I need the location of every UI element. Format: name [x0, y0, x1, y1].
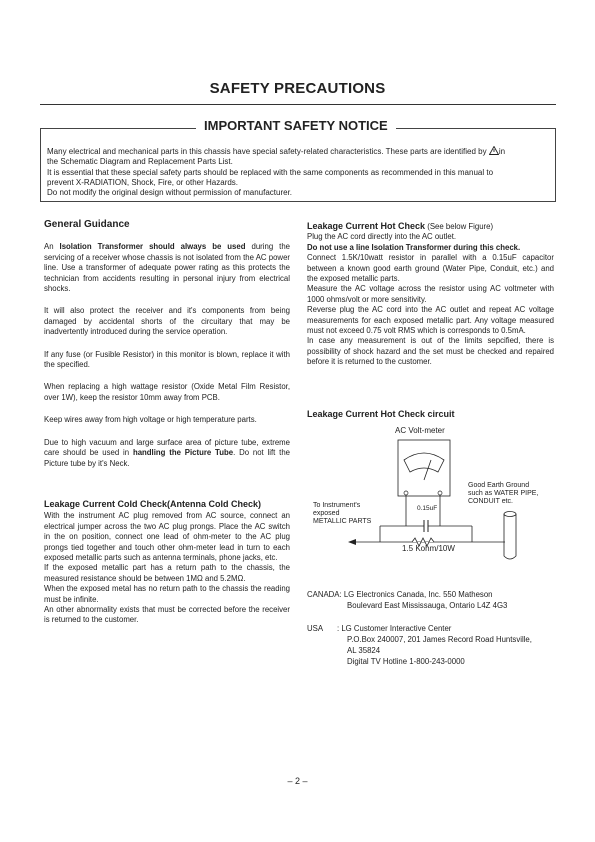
usa-line-3: AL 35824: [347, 646, 381, 655]
ground-pipe: [504, 514, 516, 559]
notice-line-2: the Schematic Diagram and Replacement Parts List.: [47, 157, 233, 167]
hot-check-heading-note: (See below Figure): [427, 222, 494, 231]
voltmeter-label: AC Volt-meter: [395, 426, 445, 435]
ground-label-line-3: CONDUIT etc.: [468, 498, 513, 506]
voltmeter-needle: [424, 460, 431, 480]
general-p1-bold: Isolation Transformer should always be used: [59, 242, 246, 252]
hot-check-paragraph-3: Connect 1.5K/10watt resistor in parallel with a 0.15uF capacitor between a known good earth ground (Water Pipe, Conduit, etc.) and the exposed metallic parts.: [307, 253, 554, 284]
title-divider: [40, 104, 556, 105]
notice-line-1: [47, 146, 552, 157]
left-column: [44, 220, 290, 626]
warning-triangle-icon: [489, 146, 499, 155]
general-p6-start: Due to high vacuum and large surface area of picture tube, extreme care should be used in: [44, 437, 290, 458]
voltmeter-terminal-left: [404, 491, 408, 495]
hot-check-paragraph-5: Reverse plug the AC cord into the AC outlet and repeat AC voltage measurements for each exposed metallic part. Any voltage measured must not exceed 0.75 volt RMS which is corresponds to 0.5mA.: [307, 305, 554, 336]
notice-line-1-suffix: in: [498, 147, 506, 156]
ground-label-line-1: Good Earth Ground: [468, 482, 530, 489]
general-paragraph-6: [44, 438, 290, 469]
voltmeter-terminal-right: [438, 491, 442, 495]
safety-notice-title: IMPORTANT SAFETY NOTICE: [196, 118, 396, 133]
general-p1-start: An: [44, 242, 60, 252]
page-number: – 2 –: [287, 776, 308, 786]
canada-line-2: Boulevard East Mississauga, Ontario L4Z 4G3: [347, 601, 508, 610]
circuit-heading: Leakage Current Hot Check circuit: [307, 409, 455, 419]
cold-check-paragraph-1: With the instrument AC plug removed from AC source, connect an electrical jumper across the two AC plug prongs. Place the AC switch in the on position, connect one lead of ohm-meter to the AC plug prongs tied together and touch other ohm-meter lead in turn to each exposed metallic parts such as antenna terminals, phone jacks, etc.: [44, 511, 290, 562]
notice-line-5: Do not modify the original design without permission of manufacturer.: [47, 188, 293, 198]
right-column: [307, 221, 554, 368]
cold-check-paragraph-2: If the exposed metallic part has a return path to the chassis, the measured resistance should be between 1MΩ and 5.2MΩ.: [44, 563, 290, 583]
general-guidance-heading: General Guidance: [44, 219, 130, 230]
general-paragraph-4: When replacing a high wattage resistor (Oxide Metal Film Resistor, over 1W), keep the resistor 10mm away from PCB.: [44, 382, 290, 402]
resistor-label: 1.5 Kohm/10W: [402, 544, 455, 553]
general-paragraph-3: If any fuse (or Fusible Resistor) in this monitor is blown, replace it with the specified.: [44, 349, 290, 370]
hot-check-heading: Leakage Current Hot Check: [307, 221, 426, 231]
instrument-arrow-icon: [348, 539, 356, 545]
usa-hotline: Digital TV Hotline 1-800-243-0000: [347, 657, 465, 666]
notice-line-3: It is essential that these special safety parts should be replaced with the same components as recommended in this manual to: [47, 167, 494, 177]
cold-check-heading: Leakage Current Cold Check(Antenna Cold Check): [44, 498, 262, 509]
general-paragraph-1: [44, 242, 290, 294]
voltmeter-dial: [404, 453, 444, 472]
instrument-label-line-1: To Instrument's: [313, 502, 361, 509]
canada-label: CANADA:: [307, 590, 342, 599]
usa-line-1: [307, 623, 532, 634]
general-p6-bold: handling the Picture Tube: [132, 448, 234, 458]
page-title: SAFETY PRECAUTIONS: [209, 80, 386, 97]
ground-label: [468, 482, 538, 507]
notice-line-1-text: Many electrical and mechanical parts in this chassis have special safety-related characteristics. These parts are identified by: [47, 147, 487, 156]
hot-check-paragraph-1: Plug the AC cord directly into the AC outlet.: [307, 232, 457, 242]
instrument-label: [313, 502, 371, 527]
hot-check-paragraph-4: Measure the AC voltage across the resistor using AC voltmeter with 1000 ohms/volt or more sensitivity.: [307, 284, 554, 304]
general-paragraph-5: Keep wires away from high voltage or high temperature parts.: [44, 415, 257, 425]
ground-pipe-top: [504, 512, 516, 517]
usa-center: : LG Customer Interactive Center: [337, 624, 452, 633]
instrument-label-line-2: exposed: [313, 510, 340, 518]
cold-check-paragraph-4: An other abnormality exists that must be corrected before the receiver is returned to the customer.: [44, 604, 290, 625]
canada-contact: [307, 589, 507, 611]
canada-address-1: LG Electronics Canada, Inc. 550 Matheson: [343, 590, 493, 599]
safety-notice-text: [47, 146, 552, 198]
instrument-label-line-3: METALLIC PARTS: [313, 518, 372, 526]
usa-contact: [307, 623, 532, 667]
capacitor-label: 0.15uF: [417, 505, 438, 512]
canada-line-1: [307, 589, 507, 600]
hot-check-paragraph-6: In case any measurement is out of the limits sepcified, there is possibility of shock hazard and the set must be checked and repaired before it is returned to the customer.: [307, 336, 554, 367]
general-p6-end: . Do not lift the Picture tube by it's Neck.: [44, 448, 290, 468]
cold-check-paragraph-3: When the exposed metal has no return path to the chassis the reading must be infinite.: [44, 584, 290, 604]
usa-label: USA: [307, 624, 324, 633]
general-p1-end: during the servicing of a receiver whose chassis is not isolated from the AC power line. Use a transformer of adequate power rating as this protects the technician from accidents resulting in personal injury from electrical shocks.: [44, 242, 290, 294]
usa-line-2: P.O.Box 240007, 201 James Record Road Huntsville,: [347, 635, 532, 644]
notice-line-4: prevent X-RADIATION, Shock, Fire, or other Hazards.: [47, 177, 239, 187]
hot-check-warning: Do not use a line Isolation Transformer during this check.: [307, 242, 521, 252]
ground-label-line-2: such as WATER PIPE,: [468, 490, 539, 498]
hot-check-heading-line: [307, 221, 554, 232]
general-paragraph-2: It will also protect the receiver and it's components from being damaged by accidental shorts of the circuitary that may be inadvertently introduced during the service operation.: [44, 306, 290, 337]
